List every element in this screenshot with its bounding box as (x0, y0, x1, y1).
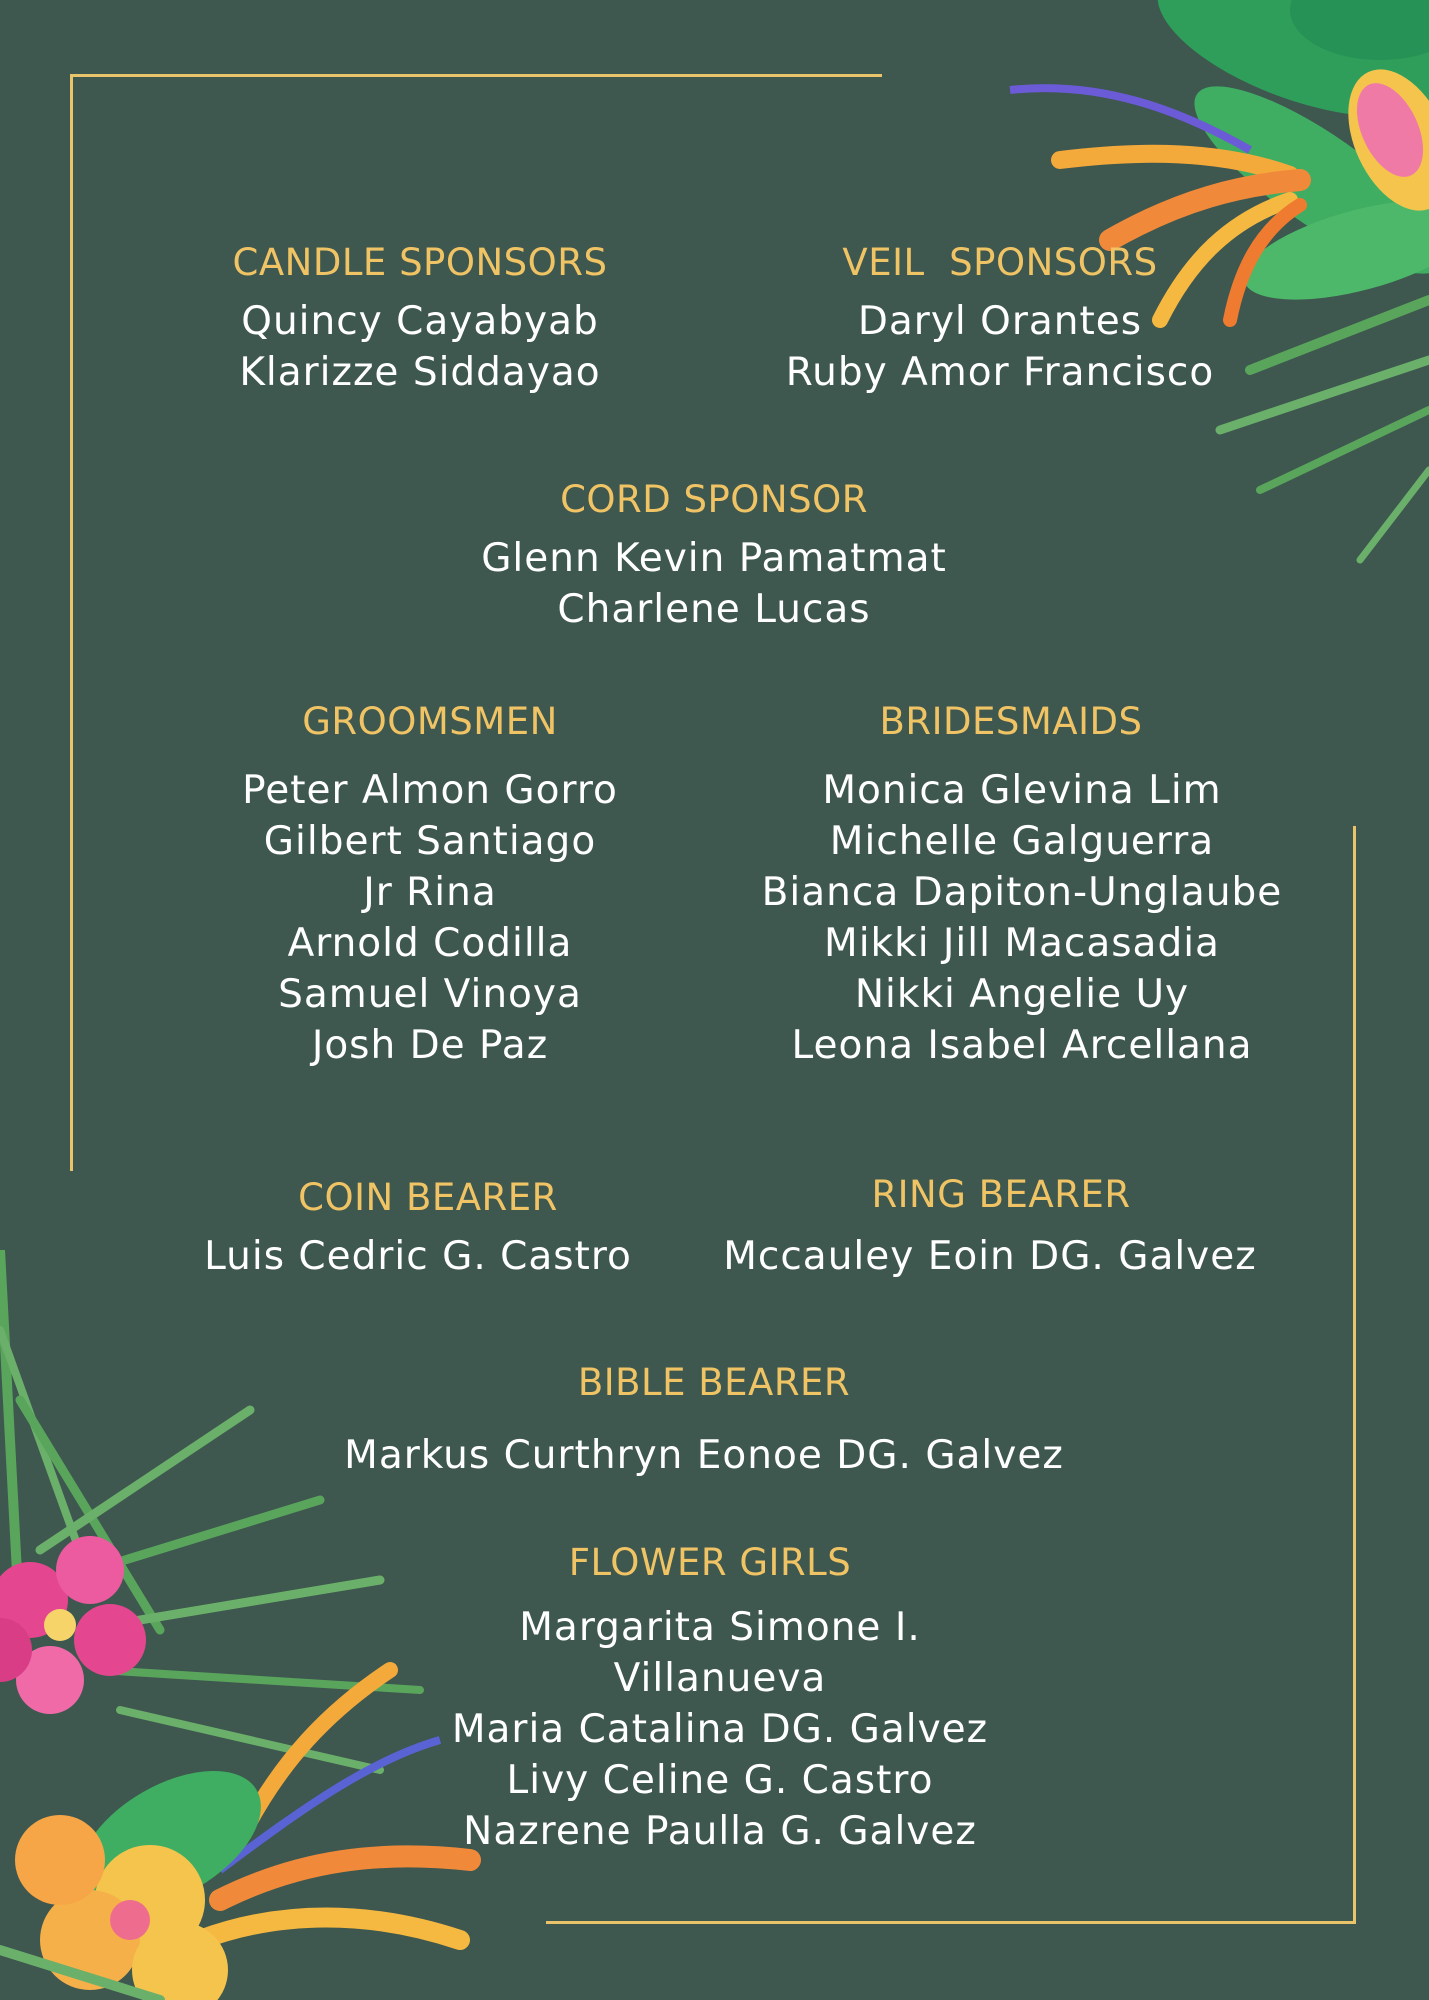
name-list (314, 1430, 1094, 1481)
name: Monica Glevina Lim (822, 768, 1222, 813)
section-cord-sponsor (414, 475, 1014, 635)
name: Charlene Lucas (557, 587, 871, 632)
frame-line-bottom (546, 1921, 1356, 1924)
section-veil-sponsors (750, 238, 1250, 398)
name: Jr Rina (363, 870, 497, 915)
name-list (750, 296, 1250, 398)
section-groomsmen (190, 697, 670, 1071)
frame-line-top (70, 74, 882, 77)
name: Villanueva (613, 1656, 827, 1701)
section-bridesmaids (722, 697, 1322, 1071)
name-list (400, 1602, 1040, 1857)
name: Luis Cedric G. Castro (204, 1234, 632, 1279)
name: Nazrene Paulla G. Galvez (463, 1809, 977, 1854)
name: Nikki Angelie Uy (854, 972, 1190, 1017)
name: Mccauley Eoin DG. Galvez (723, 1234, 1257, 1279)
name: Markus Curthryn Eonoe DG. Galvez (344, 1433, 1064, 1478)
name: Peter Almon Gorro (242, 768, 618, 813)
name: Quincy Cayabyab (241, 299, 599, 344)
name: Maria Catalina DG. Galvez (451, 1707, 989, 1752)
section-heading: COIN BEARER (298, 1176, 558, 1219)
name: Leona Isabel Arcellana (791, 1023, 1253, 1068)
section-heading: VEIL SPONSORS (842, 241, 1158, 284)
name: Livy Celine G. Castro (506, 1758, 934, 1803)
name-list (168, 1231, 668, 1282)
name: Margarita Simone I. (519, 1605, 921, 1650)
section-heading: BRIDESMAIDS (879, 700, 1143, 743)
name: Bianca Dapiton-Unglaube (761, 870, 1283, 915)
section-heading: BIBLE BEARER (577, 1361, 851, 1404)
section-flower-girls (400, 1538, 1040, 1857)
section-heading: RING BEARER (871, 1173, 1131, 1216)
section-candle-sponsors (190, 238, 650, 398)
name: Arnold Codilla (287, 921, 573, 966)
name-list (700, 1231, 1280, 1282)
name: Klarizze Siddayao (239, 350, 601, 395)
section-bible-bearer (314, 1358, 1114, 1481)
name: Daryl Orantes (857, 299, 1143, 344)
frame-line-left (70, 74, 73, 1171)
name: Michelle Galguerra (829, 819, 1215, 864)
name-list (190, 296, 650, 398)
name: Ruby Amor Francisco (785, 350, 1215, 395)
section-ring-bearer (700, 1170, 1280, 1282)
name: Gilbert Santiago (263, 819, 597, 864)
section-heading: CORD SPONSOR (560, 478, 868, 521)
name-list (190, 765, 670, 1071)
name: Glenn Kevin Pamatmat (481, 536, 947, 581)
name-list (722, 765, 1322, 1071)
name: Mikki Jill Macasadia (824, 921, 1220, 966)
name-list (414, 533, 1014, 635)
name: Josh De Paz (311, 1023, 549, 1068)
name: Samuel Vinoya (278, 972, 582, 1017)
section-heading: FLOWER GIRLS (568, 1541, 852, 1584)
frame-line-right (1353, 826, 1356, 1924)
section-coin-bearer (168, 1173, 668, 1282)
section-heading: CANDLE SPONSORS (232, 241, 608, 284)
section-heading: GROOMSMEN (302, 700, 558, 743)
